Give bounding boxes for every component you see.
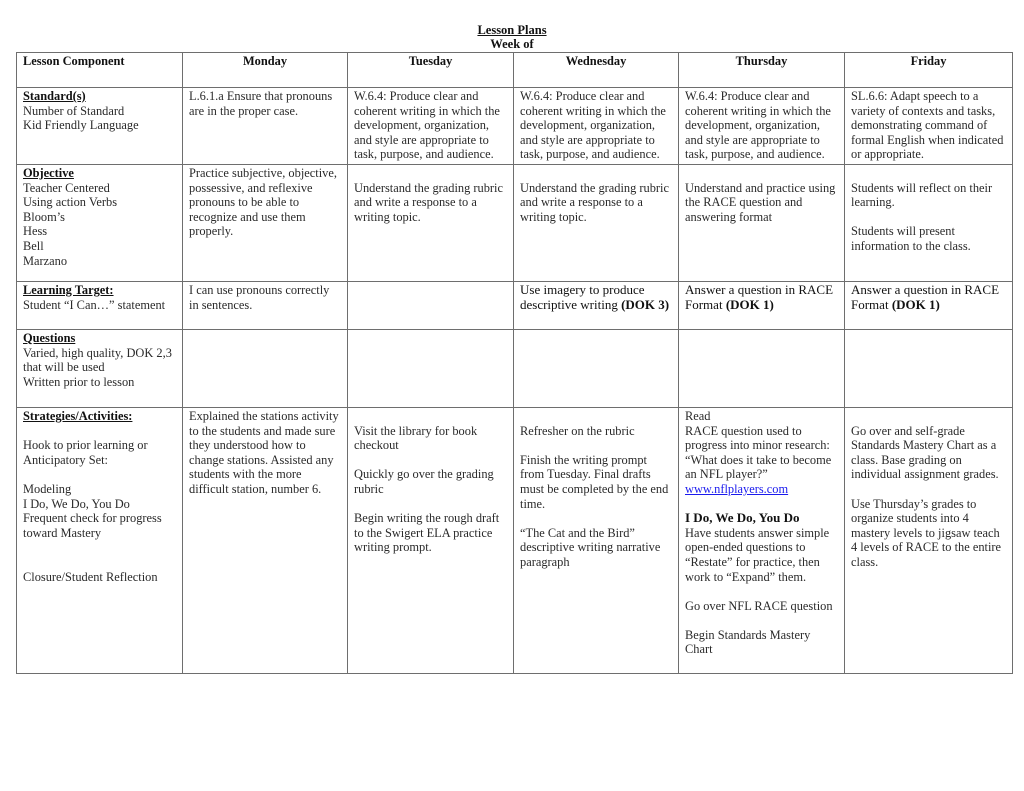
thursday-read: Read xyxy=(685,408,711,423)
standards-wednesday: W.6.4: Produce clear and coherent writing in which the development, organization, and style are appropriate to task, purpose, and audience. xyxy=(514,88,679,165)
objective-row xyxy=(17,164,1013,281)
strategies-row xyxy=(17,407,1013,673)
standards-tuesday: W.6.4: Produce clear and coherent writing in which the development, organization, and style are appropriate to task, purpose, and audience. xyxy=(348,88,514,165)
document-title-block xyxy=(0,23,1024,51)
strategies-modeling: I Do, We Do, You Do xyxy=(23,496,130,511)
objective-tuesday xyxy=(348,164,514,281)
learning-target-friday-text: Answer a question in RACE Format xyxy=(851,281,1000,312)
objective-thursday-text: Understand and practice using the RACE question and answering format xyxy=(685,180,836,224)
objective-label-line: Bell xyxy=(23,238,44,253)
header-monday: Monday xyxy=(183,53,348,88)
learning-target-tuesday xyxy=(348,281,514,329)
standards-heading: Standard(s) xyxy=(23,89,86,103)
learning-target-friday xyxy=(845,281,1013,329)
strategies-modeling: Modeling xyxy=(23,481,72,496)
header-lesson-component: Lesson Component xyxy=(17,53,183,88)
thursday-ido-text: Have students answer simple open-ended questions to “Restate” for practice, then work to “Expand” them. xyxy=(685,525,830,584)
strategies-tuesday-item: Quickly go over the grading rubric xyxy=(354,467,494,496)
dok-badge: (DOK 1) xyxy=(891,296,940,312)
learning-target-label-cell xyxy=(17,281,183,329)
questions-label-line: Varied, high quality, DOK 2,3 that will be used xyxy=(23,345,172,375)
header-thursday: Thursday xyxy=(679,53,845,88)
objective-label-line: Using action Verbs xyxy=(23,195,118,210)
questions-label-line: Written prior to lesson xyxy=(23,374,135,389)
questions-heading: Questions xyxy=(23,330,76,345)
objective-wednesday xyxy=(514,164,679,281)
strategies-modeling: Frequent check for progress toward Mastery xyxy=(23,511,162,540)
thursday-begin-chart: Begin Standards Mastery Chart xyxy=(685,627,811,657)
questions-friday xyxy=(845,329,1013,407)
strategies-friday xyxy=(845,407,1013,673)
strategies-heading: Strategies/Activities: xyxy=(23,408,133,423)
questions-label-cell xyxy=(17,329,183,407)
strategies-monday: Explained the stations activity to the students and made sure they understood how to change stations. Assisted any students with the more difficult station, number 6. xyxy=(183,407,348,673)
header-tuesday: Tuesday xyxy=(348,53,514,88)
objective-wednesday-text: Understand the grading rubric and write a response to a writing topic. xyxy=(520,180,669,224)
learning-target-thursday xyxy=(679,281,845,329)
header-row xyxy=(17,53,1013,88)
learning-target-wednesday xyxy=(514,281,679,329)
thursday-go-over: Go over NFL RACE question xyxy=(685,598,833,613)
standards-label-cell xyxy=(17,88,183,165)
learning-target-monday: I can use pronouns correctly in sentences. xyxy=(183,281,348,329)
strategies-tuesday-item: Begin writing the rough draft to the Swigert ELA practice writing prompt. xyxy=(354,511,500,555)
questions-wednesday xyxy=(514,329,679,407)
objective-label-line: Marzano xyxy=(23,253,68,268)
questions-monday xyxy=(183,329,348,407)
strategies-hook: Hook to prior learning or Anticipatory Set: xyxy=(23,438,148,467)
document-title: Lesson Plans xyxy=(477,23,547,37)
objective-monday: Practice subjective, objective, possessive, and reflexive pronouns to be able to recognize and use them properly. xyxy=(183,164,348,281)
learning-target-thursday-text: Answer a question in RACE Format xyxy=(685,281,834,312)
strategies-wednesday xyxy=(514,407,679,673)
strategies-wednesday-item: “The Cat and the Bird” descriptive writing narrative paragraph xyxy=(520,525,661,569)
strategies-friday-item: Go over and self-grade Standards Mastery Chart as a class. Base grading on individual assignment grades. xyxy=(851,423,999,482)
objective-tuesday-text: Understand the grading rubric and write a response to a writing topic. xyxy=(354,180,503,224)
dok-badge: (DOK 1) xyxy=(725,296,774,312)
lesson-plan-table xyxy=(16,52,1013,674)
thursday-ido-heading: I Do, We Do, You Do xyxy=(685,510,800,526)
objective-heading: Objective xyxy=(23,165,74,180)
learning-target-heading: Learning Target: xyxy=(23,282,114,297)
strategies-closure: Closure/Student Reflection xyxy=(23,569,158,584)
strategies-friday-item: Use Thursday’s grades to organize students into 4 mastery levels to jigsaw teach 4 levels of RACE to the entire class. xyxy=(851,496,1002,569)
objective-friday-p1: Students will reflect on their learning. xyxy=(851,180,993,210)
strategies-wednesday-item: Refresher on the rubric xyxy=(520,423,635,438)
strategies-label-cell xyxy=(17,407,183,673)
learning-target-row xyxy=(17,281,1013,329)
header-wednesday: Wednesday xyxy=(514,53,679,88)
learning-target-wednesday-text: Use imagery to produce descriptive writing xyxy=(520,281,645,312)
nflplayers-link[interactable]: www.nflplayers.com xyxy=(685,481,789,496)
standards-row xyxy=(17,88,1013,165)
objective-label-cell xyxy=(17,164,183,281)
objective-friday-p2: Students will present information to the class. xyxy=(851,224,971,253)
questions-row xyxy=(17,329,1013,407)
objective-label-line: Hess xyxy=(23,224,48,239)
standards-monday: L.6.1.a Ensure that pronouns are in the proper case. xyxy=(183,88,348,165)
learning-target-label-line: Student “I Can…” statement xyxy=(23,297,166,312)
objective-friday xyxy=(845,164,1013,281)
strategies-tuesday-item: Visit the library for book checkout xyxy=(354,423,478,453)
questions-thursday xyxy=(679,329,845,407)
standards-label-line: Number of Standard xyxy=(23,103,125,118)
standards-label-line: Kid Friendly Language xyxy=(23,118,139,133)
standards-thursday: W.6.4: Produce clear and coherent writing in which the development, organization, and style are appropriate to task, purpose, and audience. xyxy=(679,88,845,165)
document-subtitle: Week of xyxy=(490,37,534,51)
dok-badge: (DOK 3) xyxy=(621,296,670,312)
standards-friday: SL.6.6: Adapt speech to a variety of contexts and tasks, demonstrating command of formal English when indicated or appropriate. xyxy=(845,88,1013,165)
thursday-race-question: RACE question used to progress into minor research: “What does it take to become an NFL player?” xyxy=(685,423,832,482)
questions-tuesday xyxy=(348,329,514,407)
objective-label-line: Teacher Centered xyxy=(23,180,110,195)
strategies-tuesday xyxy=(348,407,514,673)
objective-label-line: Bloom’s xyxy=(23,209,65,224)
objective-thursday xyxy=(679,164,845,281)
strategies-wednesday-item: Finish the writing prompt from Tuesday. Final drafts must be completed by the end time. xyxy=(520,452,669,511)
strategies-thursday xyxy=(679,407,845,673)
header-friday: Friday xyxy=(845,53,1013,88)
